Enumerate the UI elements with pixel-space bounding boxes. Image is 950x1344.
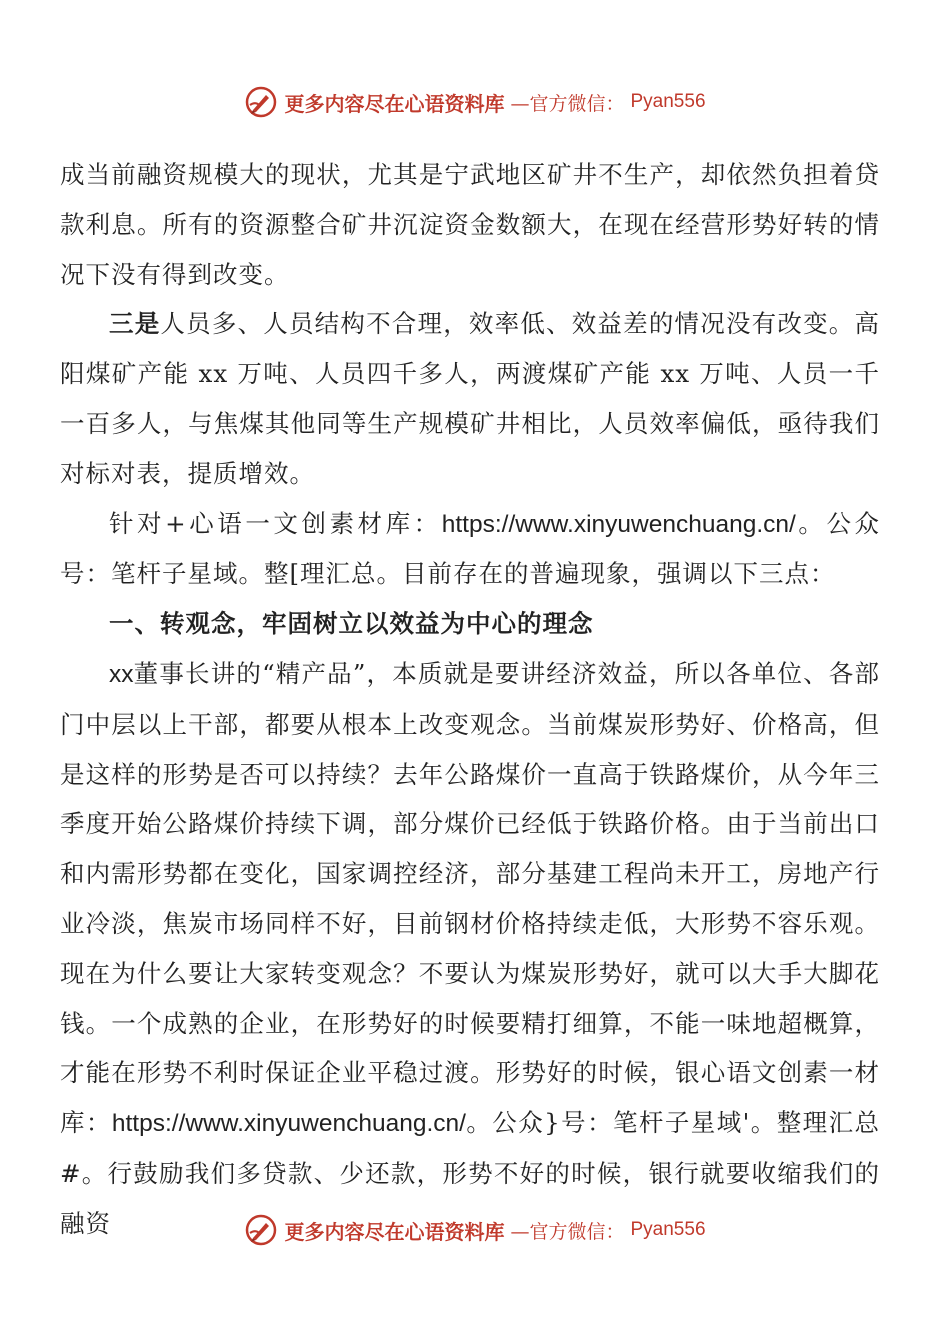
banner-sub-text: —官方微信： — [510, 92, 625, 115]
paragraph-4-xx: xx — [109, 660, 134, 688]
paragraph-3-text-b: 。公众号：笔杆子星域。整[理汇总。目前存在的普遍现象，强调以下三点： — [60, 508, 881, 589]
paragraph-2-lead: 三是 — [109, 309, 161, 339]
document-body — [60, 150, 880, 1249]
paragraph-4 — [60, 649, 880, 1249]
paragraph-2 — [60, 299, 880, 498]
paragraph-3-text-a: 针对+心语一文创素材库： — [109, 508, 442, 538]
paragraph-4-text-b: 。公众}号：笔杆子星域'。整理汇总#。行鼓励我们多贷款、少还款，形势不好的时候，银行就要收缩我们的融资 — [60, 1108, 881, 1238]
paragraph-1: 成当前融资规模大的现状，尤其是宁武地区矿井不生产，却依然负担着贷款利息。所有的资源整合矿井沉淀资金数额大，在现在经营形势好转的情况下没有得到改变。 — [60, 160, 880, 289]
banner-sub-text: —官方微信： — [510, 1220, 625, 1243]
banner-wechat-id: Pyan556 — [630, 91, 706, 112]
paragraph-4-text-a: 董事长讲的“精产品”，本质就是要讲经济效益，所以各单位、各部门中层以上干部，都要从根本上改变观念。当前煤炭形势好、价格高，但是这样的形势是否可以持续？去年公路煤价一直高于铁路煤价，从今年三季度开始公路煤价持续下调，部分煤价已经低于铁路价格。由于当前出口和内需形势都在变化，国家调控经济，部分基建工程尚未开工，房地产行业冷淡，焦炭市场同样不好，目前钢材价格持续走低，大形势不容乐观。现在为什么要让大家转变观念？不要认为煤炭形势好，就可以大手大脚花钱。一个成熟的企业，在形势好的时候要精打细算，不能一味地超概算，才能在形势不利时保证企业平稳过渡。形势好的时候，银心语文创素一材库： — [60, 658, 880, 1138]
section-heading: 一、转观念，牢固树立以效益为中心的理念 — [109, 609, 594, 639]
pen-seal-icon — [244, 85, 278, 119]
banner-main-text: 更多内容尽在心语资料库 — [284, 91, 505, 116]
paragraph-2-text: 人员多、人员结构不合理，效率低、效益差的情况没有改变。高阳煤矿产能 xx 万吨、人员四千多人，两渡煤矿产能 xx 万吨、人员一千一百多人，与焦煤其他同等生产规模矿井相比，人员效率偏低，亟待我们对标对表，提质增效。 — [60, 309, 881, 488]
pen-seal-icon — [244, 1213, 278, 1247]
banner-wechat-id: Pyan556 — [630, 1219, 706, 1240]
paragraph-3 — [60, 499, 880, 600]
footer-banner — [0, 1210, 950, 1250]
paragraph-4-url: https://www.xinyuwenchuang.cn/ — [111, 1110, 466, 1138]
banner-main-text: 更多内容尽在心语资料库 — [284, 1219, 505, 1244]
paragraph-3-url: https://www.xinyuwenchuang.cn/ — [441, 510, 796, 538]
header-banner — [0, 82, 950, 122]
